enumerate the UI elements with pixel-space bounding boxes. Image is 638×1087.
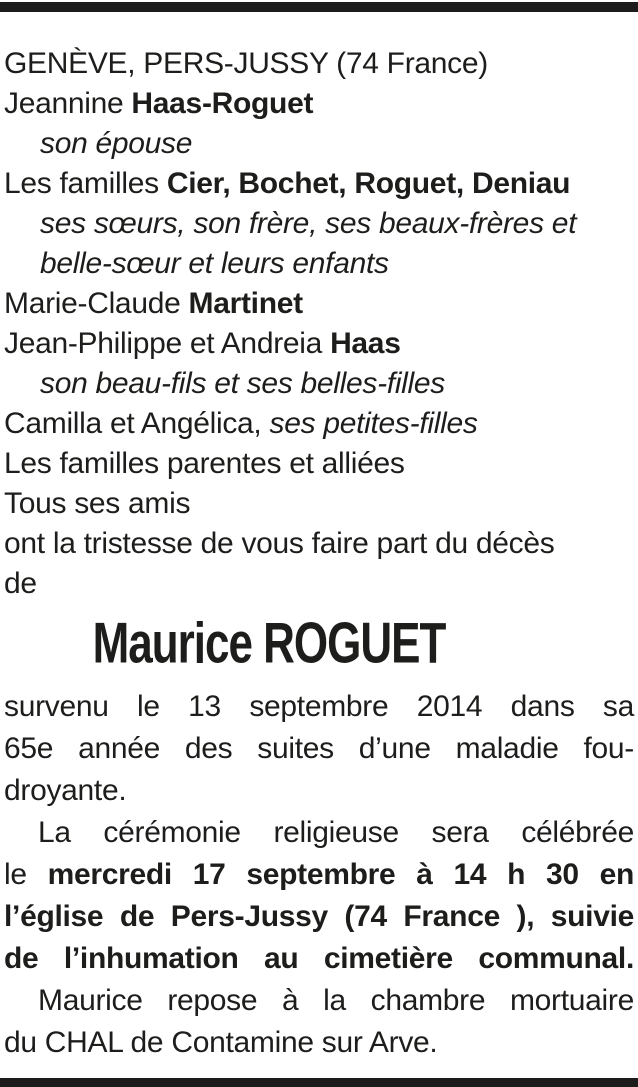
ceremony-date-text: mercredi 17 septembre à 14 h 30 en	[47, 858, 634, 891]
relative-firstname: Jeannine	[4, 87, 132, 120]
relation-line	[4, 204, 634, 244]
line-text: 65e année des suites d’une maladie fou-	[4, 732, 634, 765]
paragraph-line	[4, 896, 634, 938]
relative-firstname: Marie-Claude	[4, 287, 189, 320]
relation-continuation-line	[4, 244, 634, 284]
family-plain-line	[4, 444, 634, 484]
deceased-name-block	[4, 604, 534, 686]
ceremony-paragraph	[4, 812, 634, 980]
paragraph-line	[4, 980, 634, 1022]
relative-surnames: Cier, Bochet, Roguet, Deniau	[166, 167, 571, 200]
relation-text: son beau-fils et ses belles-filles	[40, 367, 445, 400]
paragraph-line	[4, 686, 634, 728]
relative-name-line	[4, 284, 634, 324]
notice-intro-line	[4, 524, 634, 564]
relative-prefix: Les familles	[4, 167, 167, 200]
relative-name-line	[4, 84, 634, 124]
line-text: survenu le 13 septembre 2014 dans sa	[4, 690, 634, 723]
line-text: du CHAL de Contamine sur Arve.	[4, 1026, 438, 1059]
notice-intro-line	[4, 564, 634, 604]
intro-text: ont la tristesse de vous faire part du décès	[4, 527, 555, 560]
relative-name-line	[4, 164, 634, 204]
repose-paragraph	[4, 980, 634, 1064]
paragraph-line	[4, 938, 634, 980]
line-text: Maurice repose à la chambre mortuaire	[38, 984, 634, 1017]
intro-text: de	[4, 567, 37, 600]
death-details-paragraph	[4, 686, 634, 812]
deceased-name: Maurice ROGUET	[92, 611, 446, 676]
relative-surname: Martinet	[188, 287, 303, 320]
location-text: GENÈVE, PERS-JUSSY (74 France)	[4, 47, 488, 80]
relation-text: son épouse	[40, 127, 193, 160]
paragraph-line	[4, 728, 634, 770]
paragraph-line	[4, 770, 634, 812]
relation-text: ses sœurs, son frère, ses beaux-frères et	[40, 207, 577, 240]
relation-line	[4, 124, 634, 164]
location-line	[4, 44, 634, 84]
relative-surname: Haas-Roguet	[131, 87, 314, 120]
relative-name-line	[4, 404, 634, 444]
relative-firstnames: Camilla et Angélica,	[4, 407, 270, 440]
family-plain-line	[4, 484, 634, 524]
line-text: le	[4, 858, 48, 891]
ceremony-burial-text: de l’inhumation au cimetière communal.	[4, 942, 634, 975]
relation-line	[4, 364, 634, 404]
relative-firstnames: Jean-Philippe et Andreia	[4, 327, 331, 360]
paragraph-line	[4, 854, 634, 896]
plain-text: Tous ses amis	[4, 487, 191, 520]
plain-text: Les familles parentes et alliées	[4, 447, 405, 480]
top-rule	[0, 2, 638, 12]
relative-name-line	[4, 324, 634, 364]
family-list	[4, 84, 634, 604]
paragraph-line	[4, 1022, 634, 1064]
bottom-rule	[0, 1078, 638, 1087]
paragraph-line	[4, 812, 634, 854]
relation-text: belle-sœur et leurs enfants	[40, 247, 389, 280]
line-text: droyante.	[4, 774, 127, 807]
relation-inline-text: ses petites-filles	[269, 407, 478, 440]
ceremony-place-text: l’église de Pers-Jussy (74 France ), suivie	[4, 900, 634, 933]
line-text: La cérémonie religieuse sera célébrée	[38, 816, 634, 849]
relative-surname: Haas	[330, 327, 401, 360]
